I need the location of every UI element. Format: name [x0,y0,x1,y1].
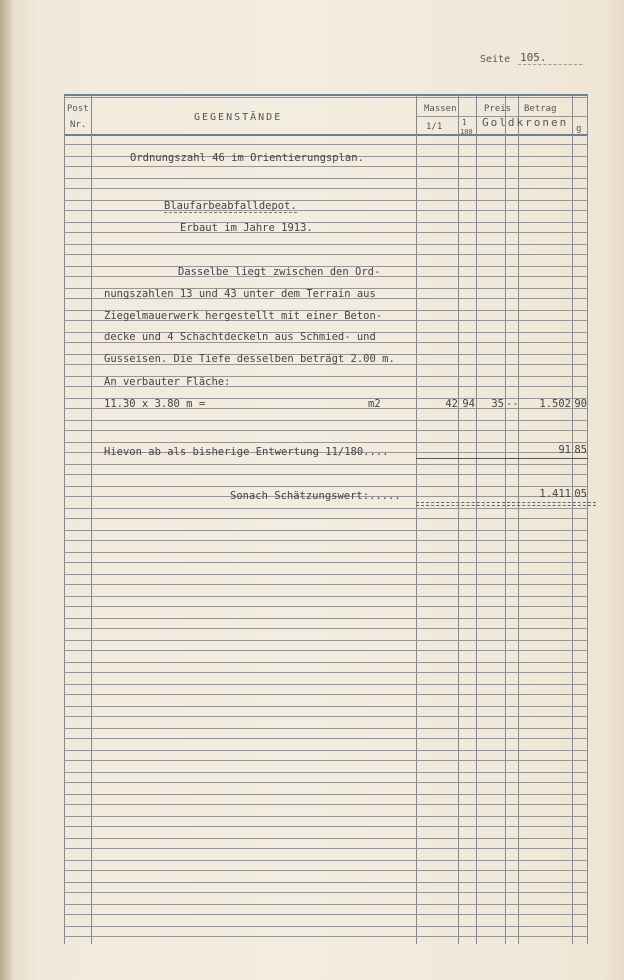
header-preis: Preis [484,104,512,114]
ruled-line [64,838,588,839]
header-post: Post [67,104,89,114]
estimate-label: Sonach Schätzungswert:..... [230,490,401,502]
entry-built: Erbaut im Jahre 1913. [180,222,313,234]
ruled-line [64,926,588,927]
ruled-line [64,706,588,707]
desc-line-5: Gusseisen. Die Tiefe desselben beträgt 2.00 m. [104,353,395,365]
depreciation-frac: 85 [574,444,587,456]
header-massen-frac-num: 1 [462,118,467,127]
ruled-line [64,430,588,431]
header-massen: Massen [424,104,457,114]
area-unit: m2 [368,398,381,410]
ruled-line [64,254,588,255]
ruled-line [64,232,588,233]
ruled-line [64,200,588,201]
ruled-line [64,816,588,817]
mass-whole: 42 [445,398,458,410]
ruled-line [64,574,588,575]
desc-line-3: Ziegelmauerwerk hergestellt mit einer Beton- [104,310,383,322]
ruled-line [64,508,588,509]
ruled-line [64,606,588,607]
header-massen-whole: 1/1 [426,122,443,132]
ruled-line [64,222,588,223]
ruled-line [64,584,588,585]
table-top-rule-2 [64,97,588,98]
amount-whole: 1.502 [539,398,571,410]
ruled-line [64,210,588,211]
page-number-label: Seite [480,54,511,65]
ruled-line [64,914,588,915]
ruled-line [64,464,588,465]
page-binding [0,0,12,980]
area-calc: 11.30 x 3.80 m = [104,398,206,410]
mass-frac: 94 [462,398,475,410]
ruled-line [64,486,588,487]
ruled-line [64,870,588,871]
ruled-line [64,188,588,189]
ruled-line [64,672,588,673]
header-massen-frac-den: 100 [460,128,473,136]
header-bottom-rule [64,134,588,136]
ruled-line [64,716,588,717]
ruled-line [64,804,588,805]
header-betrag: Betrag [524,104,557,114]
ruled-line [64,640,588,641]
entry-title: Blaufarbeabfalldepot. [164,200,297,212]
depreciation-rule [416,458,588,459]
table-top-rule [64,94,588,96]
ruled-line [64,518,588,519]
ruled-line [64,684,588,685]
estimate-whole: 1.411 [539,488,571,500]
depreciation-whole: 91 [558,444,571,456]
ruled-line [64,904,588,905]
desc-line-1: Dasselbe liegt zwischen den Ord- [178,266,381,278]
page-number: 105. [518,51,582,65]
ruled-line [64,826,588,827]
ruled-line [64,552,588,553]
ruled-line [64,848,588,849]
amount-frac: 90 [574,398,587,410]
ruled-line [64,166,588,167]
ruled-line [64,618,588,619]
ruled-line [64,144,588,145]
ruled-line [64,750,588,751]
ruled-line [64,794,588,795]
ruled-line [64,474,588,475]
estimate-double-rule-2 [416,505,596,506]
ordnungszahl-line: Ordnungszahl 46 im Orientierungsplan. [130,152,364,164]
ruled-line [64,650,588,651]
depreciation-label: Hievon ab als bisherige Entwertung 11/180.... [104,446,389,458]
ruled-line [64,694,588,695]
ruled-line [64,936,588,937]
ruled-line [64,772,588,773]
ruled-line [64,562,588,563]
ruled-line [64,540,588,541]
header-currency: Goldkronen [482,116,569,129]
ruled-line [64,178,588,179]
header-gegenstaende: GEGENSTÄNDE [194,112,283,123]
header-gram-mark: g [576,124,582,134]
ruled-line [64,628,588,629]
estimate-frac: 05 [574,488,587,500]
ruled-line [64,892,588,893]
desc-line-4: decke und 4 Schachtdeckeln aus Schmied- und [104,331,376,343]
ruled-line [64,860,588,861]
desc-line-2: nungszahlen 13 und 43 unter dem Terrain aus [104,288,376,300]
ruled-line [64,728,588,729]
ledger-table [64,94,588,944]
price-frac: -- [506,398,519,410]
ruled-line [64,738,588,739]
ruled-line [64,782,588,783]
ruled-line [64,662,588,663]
ruled-line [64,244,588,245]
header-nr: Nr. [70,120,87,130]
price-whole: 35 [491,398,504,410]
area-label: An verbauter Fläche: [104,376,231,388]
ruled-line [64,760,588,761]
ruled-line [64,596,588,597]
ruled-line [64,530,588,531]
ruled-line [64,882,588,883]
ruled-line [64,442,588,443]
ruled-line [64,420,588,421]
estimate-double-rule-1 [416,502,596,503]
